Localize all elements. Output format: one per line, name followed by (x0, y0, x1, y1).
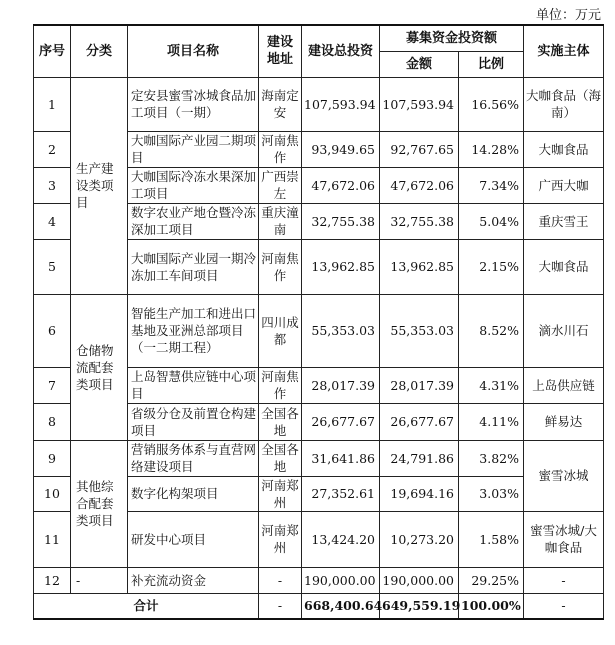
seq-cell: 4 (34, 203, 71, 239)
implementer-cell: 大咖食品 (524, 239, 604, 294)
ratio-cell: 29.25% (459, 567, 524, 593)
location-cell: 全国各地 (259, 440, 302, 476)
ratio-cell: 14.28% (459, 131, 524, 167)
seq-cell: 3 (34, 167, 71, 203)
seq-cell: 11 (34, 511, 71, 567)
total-investment-cell: 28,017.39 (302, 367, 380, 403)
total-investment-cell: 47,672.06 (302, 167, 380, 203)
total-investment-cell: 26,677.67 (302, 403, 380, 440)
project-name-cell: 营销服务体系与直营网络建设项目 (128, 440, 259, 476)
project-name-cell: 数字农业产地仓暨冷冻深加工项目 (128, 203, 259, 239)
seq-cell: 1 (34, 77, 71, 131)
total-investment-cell: 93,949.65 (302, 131, 380, 167)
project-name-cell: 上岛智慧供应链中心项目 (128, 367, 259, 403)
project-name-cell: 补充流动资金 (128, 567, 259, 593)
header-row (34, 25, 604, 51)
amount-cell: 107,593.94 (380, 77, 459, 131)
header-seq: 序号 (34, 25, 71, 77)
project-name-cell: 定安县蜜雪冰城食品加工项目（一期） (128, 77, 259, 131)
total-location: - (259, 593, 302, 619)
location-cell: 重庆潼南 (259, 203, 302, 239)
implementer-cell: - (524, 567, 604, 593)
table-row (34, 567, 604, 593)
amount-cell: 13,962.85 (380, 239, 459, 294)
ratio-cell: 7.34% (459, 167, 524, 203)
amount-cell: 19,694.16 (380, 476, 459, 511)
location-cell: 全国各地 (259, 403, 302, 440)
project-name-cell: 大咖国际产业园一期冷冻加工车间项目 (128, 239, 259, 294)
location-cell: 河南郑州 (259, 476, 302, 511)
header-ratio: 比例 (459, 51, 524, 77)
ratio-cell: 1.58% (459, 511, 524, 567)
seq-cell: 7 (34, 367, 71, 403)
seq-cell: 12 (34, 567, 71, 593)
table-row (34, 294, 604, 367)
table-row (34, 440, 604, 476)
total-investment: 668,400.64 (302, 593, 380, 619)
ratio-cell: 16.56% (459, 77, 524, 131)
seq-cell: 6 (34, 294, 71, 367)
location-cell: 河南焦作 (259, 131, 302, 167)
seq-cell: 10 (34, 476, 71, 511)
implementer-cell: 大咖食品（海南） (524, 77, 604, 131)
header-total-investment: 建设总投资 (302, 25, 380, 77)
location-cell: 河南焦作 (259, 239, 302, 294)
total-row (34, 593, 604, 619)
location-cell: 河南郑州 (259, 511, 302, 567)
header-project-name: 项目名称 (128, 25, 259, 77)
location-cell: 河南焦作 (259, 367, 302, 403)
seq-cell: 2 (34, 131, 71, 167)
amount-cell: 55,353.03 (380, 294, 459, 367)
amount-cell: 24,791.86 (380, 440, 459, 476)
total-investment-cell: 32,755.38 (302, 203, 380, 239)
project-name-cell: 大咖国际冷冻水果深加工项目 (128, 167, 259, 203)
total-investment-cell: 55,353.03 (302, 294, 380, 367)
implementer-cell: 广西大咖 (524, 167, 604, 203)
project-name-cell: 智能生产加工和进出口基地及亚洲总部项目（一二期工程） (128, 294, 259, 367)
table-row (34, 77, 604, 131)
total-investment-cell: 31,641.86 (302, 440, 380, 476)
project-name-cell: 数字化构架项目 (128, 476, 259, 511)
header-location: 建设地址 (259, 25, 302, 77)
amount-cell: 10,273.20 (380, 511, 459, 567)
fund-allocation-table (33, 24, 604, 620)
implementer-cell: 蜜雪冰城 (524, 440, 604, 511)
total-investment-cell: 13,424.20 (302, 511, 380, 567)
seq-cell: 8 (34, 403, 71, 440)
amount-cell: 26,677.67 (380, 403, 459, 440)
amount-cell: 32,755.38 (380, 203, 459, 239)
implementer-cell: 上岛供应链 (524, 367, 604, 403)
ratio-cell: 5.04% (459, 203, 524, 239)
header-category: 分类 (71, 25, 128, 77)
location-cell: 四川成都 (259, 294, 302, 367)
total-investment-cell: 13,962.85 (302, 239, 380, 294)
total-investment-cell: 27,352.61 (302, 476, 380, 511)
total-amount: 649,559.19 (380, 593, 459, 619)
location-cell: 海南定安 (259, 77, 302, 131)
unit-label: 单位：万元 (535, 8, 601, 23)
total-investment-cell: 190,000.00 (302, 567, 380, 593)
location-cell: - (259, 567, 302, 593)
amount-cell: 92,767.65 (380, 131, 459, 167)
amount-cell: 190,000.00 (380, 567, 459, 593)
header-amount: 金额 (380, 51, 459, 77)
total-investment-cell: 107,593.94 (302, 77, 380, 131)
ratio-cell: 3.82% (459, 440, 524, 476)
ratio-cell: 8.52% (459, 294, 524, 367)
header-implementer: 实施主体 (524, 25, 604, 77)
category-cell: - (71, 567, 128, 593)
seq-cell: 5 (34, 239, 71, 294)
amount-cell: 47,672.06 (380, 167, 459, 203)
implementer-cell: 滴水川石 (524, 294, 604, 367)
project-name-cell: 大咖国际产业园二期项目 (128, 131, 259, 167)
total-label: 合计 (34, 593, 259, 619)
ratio-cell: 4.31% (459, 367, 524, 403)
category-cell: 生产建设类项目 (71, 77, 128, 294)
total-implementer: - (524, 593, 604, 619)
header-raised-funds: 募集资金投资额 (380, 25, 524, 51)
implementer-cell: 大咖食品 (524, 131, 604, 167)
category-cell: 仓储物流配套类项目 (71, 294, 128, 440)
project-name-cell: 研发中心项目 (128, 511, 259, 567)
ratio-cell: 3.03% (459, 476, 524, 511)
implementer-cell: 蜜雪冰城/大咖食品 (524, 511, 604, 567)
total-ratio: 100.00% (459, 593, 524, 619)
ratio-cell: 2.15% (459, 239, 524, 294)
implementer-cell: 重庆雪王 (524, 203, 604, 239)
seq-cell: 9 (34, 440, 71, 476)
ratio-cell: 4.11% (459, 403, 524, 440)
implementer-cell: 鲜易达 (524, 403, 604, 440)
amount-cell: 28,017.39 (380, 367, 459, 403)
location-cell: 广西崇左 (259, 167, 302, 203)
project-name-cell: 省级分仓及前置仓构建项目 (128, 403, 259, 440)
category-cell: 其他综合配套类项目 (71, 440, 128, 567)
